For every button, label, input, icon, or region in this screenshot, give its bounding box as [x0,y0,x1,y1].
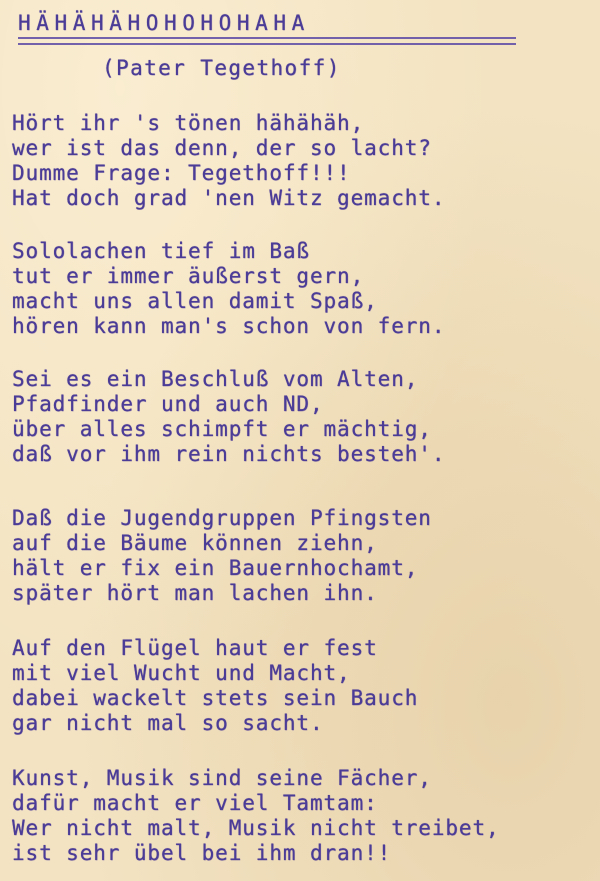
stanza-line: Daß die Jugendgruppen Pfingsten [12,506,432,530]
stanza-line: wer ist das denn, der so lacht? [12,136,432,160]
stanza-1 [12,111,445,211]
stanza-line: Sololachen tief im Baß [12,239,310,263]
stanza-line: Sei es ein Beschluß vom Alten, [12,367,419,391]
title-double-underline [18,37,516,45]
stanza-line: dafür macht er viel Tamtam: [12,791,378,815]
poem-subtitle: (Pater Tegethoff) [102,56,341,80]
stanza-line: macht uns allen damit Spaß, [12,289,378,313]
stanza-line: gar nicht mal so sacht. [12,711,324,735]
stanza-6 [12,766,500,866]
stanza-3 [12,367,445,467]
stanza-line: hält er fix ein Bauernhochamt, [12,556,419,580]
stanza-4 [12,506,432,606]
stanza-line: Pfadfinder und auch ND, [12,392,324,416]
poem-title: HÄHÄHÄHOHOHOHAHA [18,11,310,35]
stanza-line: Hört ihr 's tönen hähähäh, [12,111,365,135]
stanza-2 [12,239,445,339]
stanza-line: tut er immer äußerst gern, [12,264,365,288]
stanza-line: Auf den Flügel haut er fest [12,636,378,660]
stanza-line: über alles schimpft er mächtig, [12,417,432,441]
stanza-line: Dumme Frage: Tegethoff!!! [12,161,351,185]
stanza-line: Kunst, Musik sind seine Fächer, [12,766,432,790]
stanza-line: Hat doch grad 'nen Witz gemacht. [12,186,446,210]
stanza-line: daß vor ihm rein nichts besteh'. [12,442,446,466]
stanza-line: auf die Bäume können ziehn, [12,531,378,555]
stanza-line: Wer nicht malt, Musik nicht treibet, [12,816,500,840]
stanza-line: später hört man lachen ihn. [12,581,378,605]
stanza-line: mit viel Wucht und Macht, [12,661,351,685]
stanza-line: hören kann man's schon von fern. [12,314,446,338]
stanza-5 [12,636,418,736]
stanza-line: ist sehr übel bei ihm dran!! [12,841,392,865]
stanza-line: dabei wackelt stets sein Bauch [12,686,419,710]
